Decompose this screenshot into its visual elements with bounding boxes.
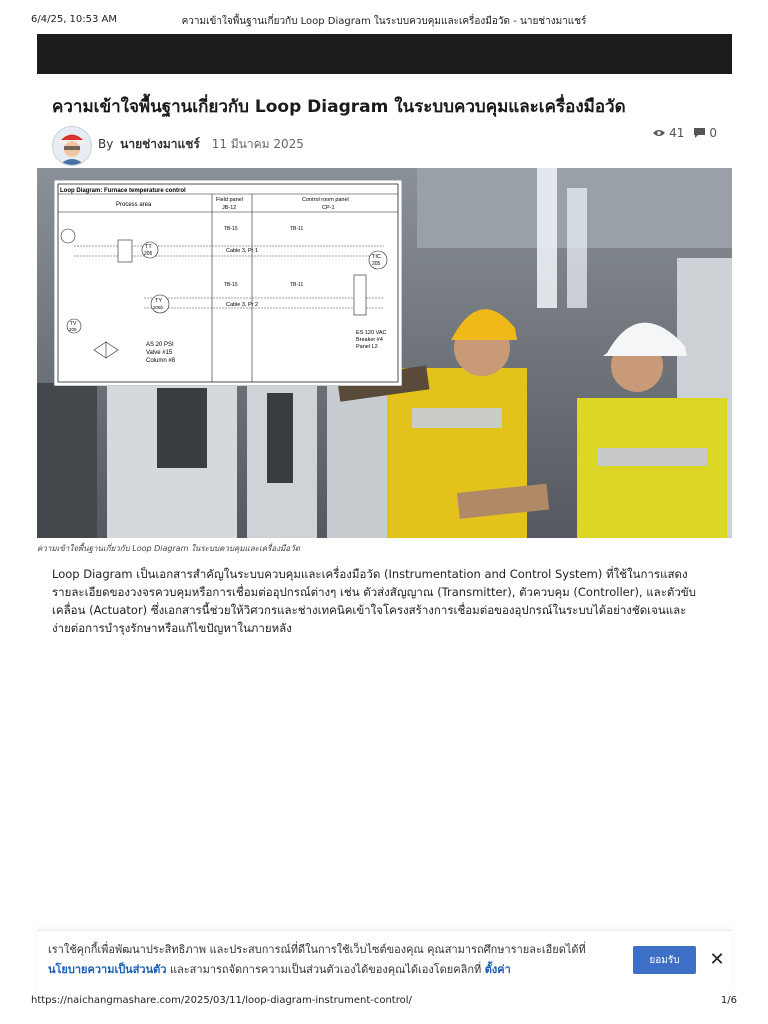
diagram-panel: Panel L2 bbox=[356, 344, 378, 350]
diagram-valve: Valve #15 bbox=[146, 350, 173, 356]
diagram-column: Column #8 bbox=[146, 358, 176, 364]
article-meta bbox=[52, 126, 717, 162]
diagram-tt-label: TT bbox=[145, 244, 152, 250]
diagram-col-control: Control room panel bbox=[302, 197, 349, 203]
diagram-cable2: Cable 3, Pr 2 bbox=[226, 302, 259, 308]
diagram-tb11-top: TB-11 bbox=[290, 226, 304, 232]
diagram-power: ES 120 VAC bbox=[356, 330, 387, 336]
accept-cookies-button[interactable]: ยอมรับ bbox=[633, 946, 696, 974]
by-label: By bbox=[98, 137, 114, 151]
diagram-tic-label: TIC bbox=[372, 254, 381, 260]
diagram-tb15-top: TB-15 bbox=[224, 226, 238, 232]
diagram-col-control-id: CP-1 bbox=[322, 205, 335, 211]
diagram-tb11-bottom: TB-11 bbox=[290, 282, 304, 288]
diagram-cable1: Cable 3, Pr 1 bbox=[226, 248, 259, 254]
publish-date: 11 มีนาคม 2025 bbox=[211, 137, 304, 151]
views-stat bbox=[653, 126, 684, 140]
diagram-tv-number: 205 bbox=[69, 327, 77, 332]
print-title: ความเข้าใจพื้นฐานเกี่ยวกับ Loop Diagram ในระบบควบคุมและเครื่องมือวัด - นายช่างมาแชร์ bbox=[181, 16, 587, 27]
diagram-air-supply: AS 20 PSI bbox=[146, 342, 174, 348]
cookie-text bbox=[48, 940, 623, 980]
cookie-text-2: และสามารถจัดการความเป็นส่วนตัวเองได้ของคุณได้เองโดยคลิกที่ bbox=[169, 963, 482, 976]
close-icon[interactable]: ✕ bbox=[709, 949, 725, 970]
article-title: ความเข้าใจพื้นฐานเกี่ยวกับ Loop Diagram ในระบบควบคุมและเครื่องมือวัด bbox=[52, 97, 626, 117]
diagram-tb15-bottom: TB-15 bbox=[224, 282, 238, 288]
cookie-banner bbox=[37, 930, 732, 991]
cookie-text-1: เราใช้คุกกี้เพื่อพัฒนาประสิทธิภาพ และประสบการณ์ที่ดีในการใช้เว็บไซต์ของคุณ คุณสามารถศึกษารายละเอียดได้ที่ bbox=[48, 943, 586, 956]
diagram-title: Loop Diagram: Furnace temperature control bbox=[60, 188, 186, 194]
diagram-tv-label: TV bbox=[70, 321, 77, 327]
comments-stat[interactable] bbox=[694, 126, 717, 140]
comment-icon bbox=[694, 128, 705, 138]
views-count: 41 bbox=[669, 126, 685, 140]
image-caption: ความเข้าใจพื้นฐานเกี่ยวกับ Loop Diagram ในระบบควบคุมและเครื่องมือวัด bbox=[37, 544, 300, 553]
print-header bbox=[31, 14, 737, 30]
author-link[interactable]: นายช่างมาแชร์ bbox=[120, 137, 200, 151]
comments-count: 0 bbox=[709, 126, 717, 140]
privacy-policy-link[interactable]: นโยบายความเป็นส่วนตัว bbox=[48, 963, 167, 976]
loop-diagram-image bbox=[54, 180, 402, 386]
print-url: https://naichangmashare.com/2025/03/11/loop-diagram-instrument-control/ bbox=[31, 995, 412, 1006]
diagram-ty-label: TY bbox=[155, 298, 163, 304]
article-stats bbox=[653, 126, 717, 140]
print-page-number: 1/6 bbox=[720, 995, 737, 1006]
diagram-breaker: Breaker #4 bbox=[356, 337, 383, 343]
cookie-settings-link[interactable]: ตั้งค่า bbox=[484, 963, 511, 976]
print-date: 6/4/25, 10:53 AM bbox=[31, 14, 118, 25]
diagram-tt-number: 205 bbox=[144, 251, 153, 257]
diagram-ty-number: 205b bbox=[153, 305, 164, 310]
diagram-col-field-id: JB-12 bbox=[222, 205, 237, 211]
byline bbox=[98, 135, 304, 154]
site-top-bar bbox=[37, 34, 732, 74]
author-avatar[interactable] bbox=[52, 126, 92, 166]
article-body: Loop Diagram เป็นเอกสารสำคัญในระบบควบคุมและเครื่องมือวัด (Instrumentation and Control System) ที่ใช้ในการแสดงรายละเอียดของวงจรควบคุมหรือการเชื่อมต่ออุปกรณ์ต่างๆ เช่น ตัวส่งสัญญาณ (Transmitter), ตัวควบคุม (Controller), และตัวขับเคลื่อน (Actuator) ซึ่งเอกสารนี้ช่วยให้วิศวกรและช่างเทคนิคเข้าใจโครงสร้างการเชื่อมต่อของอุปกรณ์ในระบบได้อย่างชัดเจนและง่ายต่อการบำรุงรักษาหรือแก้ไขปัญหาในภายหลัง bbox=[52, 567, 696, 635]
eye-icon bbox=[653, 129, 665, 137]
diagram-col-process: Process area bbox=[116, 202, 152, 208]
hero-image bbox=[37, 168, 732, 538]
diagram-col-field: Field panel bbox=[216, 197, 243, 203]
diagram-tic-number: 205 bbox=[372, 261, 381, 267]
